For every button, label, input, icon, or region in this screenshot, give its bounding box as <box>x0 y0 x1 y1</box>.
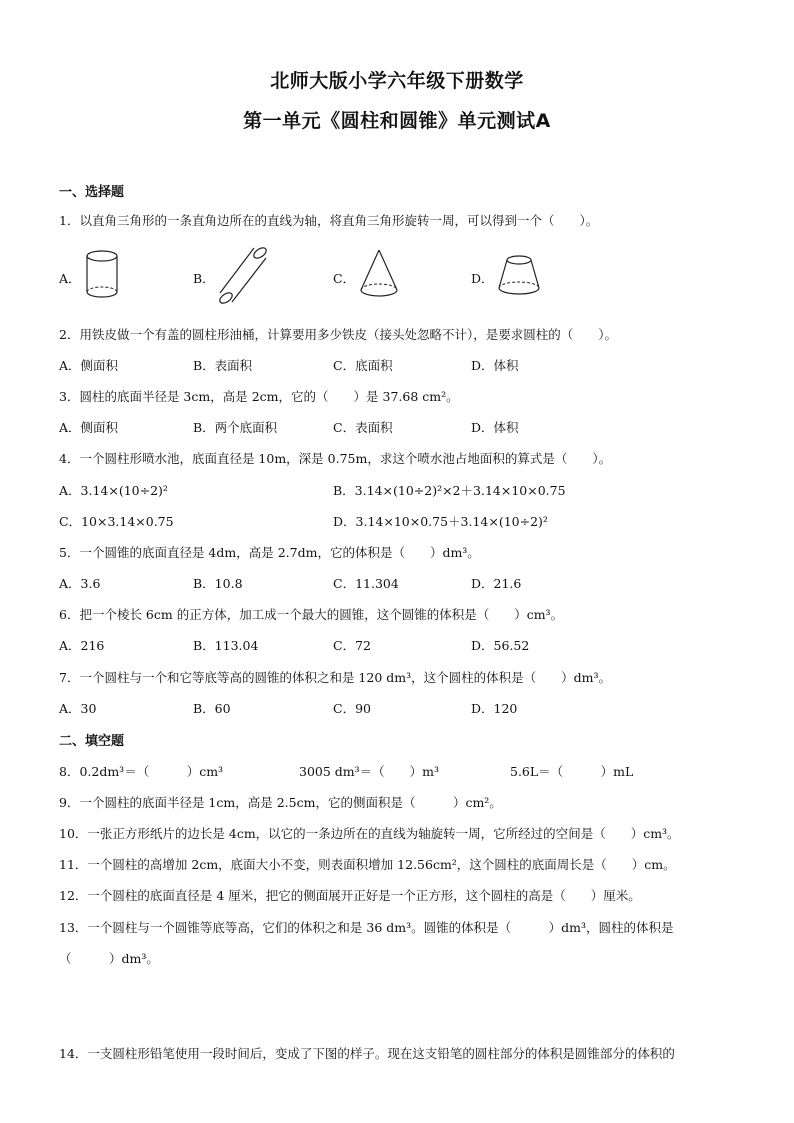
q2-option-d: D．体积 <box>471 358 519 373</box>
q3-option-d: D．体积 <box>471 420 519 435</box>
q5-option-a: A．3.6 <box>59 576 101 591</box>
q2-option-c: C．底面积 <box>333 358 393 373</box>
question-13-line-2: （ ）dm³。 <box>59 951 159 966</box>
q2-option-b: B．表面积 <box>193 358 253 373</box>
question-7: 7．一个圆柱与一个和它等底等高的圆锥的体积之和是 120 dm³，这个圆柱的体积是（ ）dm³。 <box>59 670 611 685</box>
q7-option-d: D．120 <box>471 701 518 716</box>
question-14: 14．一支圆柱形铅笔使用一段时间后，变成了下图的样子。现在这支铅笔的圆柱部分的体积是圆锥部分的体积的 <box>59 1046 675 1061</box>
q3-option-b: B．两个底面积 <box>193 420 278 435</box>
q3-option-a: A．侧面积 <box>59 420 119 435</box>
page-title: 北师大版小学六年级下册数学 <box>270 70 524 92</box>
q1-option-a-label: A． <box>59 271 81 286</box>
q4-option-b: B．3.14×(10÷2)²×2＋3.14×10×0.75 <box>333 483 566 498</box>
q5-option-d: D．21.6 <box>471 576 522 591</box>
q1-option-d-label: D． <box>471 271 494 286</box>
q5-option-c: C．11.304 <box>333 576 399 591</box>
question-3: 3．圆柱的底面半径是 3cm，高是 2cm，它的（ ）是 37.68 cm²。 <box>59 389 459 404</box>
q7-option-a: A．30 <box>59 701 97 716</box>
q6-option-c: C．72 <box>333 638 371 653</box>
question-11: 11．一个圆柱的高增加 2cm，底面大小不变，则表面积增加 12.56cm²，这个圆柱的底面周长是（ ）cm。 <box>59 857 676 872</box>
question-1: 1．以直角三角形的一条直角边所在的直线为轴，将直角三角形旋转一周，可以得到一个（ ）。 <box>59 213 599 228</box>
question-2: 2．用铁皮做一个有盖的圆柱形油桶，计算要用多少铁皮（接头处忽略不计），是要求圆柱的（ ）。 <box>59 327 617 342</box>
q4-option-a: A．3.14×(10÷2)² <box>59 483 168 498</box>
question-12: 12．一个圆柱的底面直径是 4 厘米，把它的侧面展开正好是一个正方形，这个圆柱的高是（ ）厘米。 <box>59 888 641 903</box>
q1-option-c-label: C． <box>333 271 356 286</box>
section-fill-heading: 二、填空题 <box>59 734 125 749</box>
q4-option-d: D．3.14×10×0.75＋3.14×(10÷2)² <box>333 514 548 529</box>
section-choice-heading: 一、选择题 <box>59 185 125 200</box>
q6-option-d: D．56.52 <box>471 638 530 653</box>
q7-option-b: B．60 <box>193 701 231 716</box>
question-4: 4．一个圆柱形喷水池，底面直径是 10m，深是 0.75m，求这个喷水池占地面积的算式是（ ）。 <box>59 451 612 466</box>
question-5: 5．一个圆锥的底面直径是 4dm，高是 2.7dm，它的体积是（ ）dm³。 <box>59 545 480 560</box>
cone-icon <box>356 246 402 304</box>
question-6: 6．把一个棱长 6cm 的正方体，加工成一个最大的圆锥，这个圆锥的体积是（ ）cm³。 <box>59 607 564 622</box>
question-9: 9．一个圆柱的底面半径是 1cm，高是 2.5cm，它的侧面积是（ ）cm²。 <box>59 795 502 810</box>
question-8-part-3: 5.6L＝（ ）mL <box>510 764 634 779</box>
q7-option-c: C．90 <box>333 701 371 716</box>
question-8-part-2: 3005 dm³＝（ ）m³ <box>299 764 440 779</box>
q3-option-c: C．表面积 <box>333 420 393 435</box>
question-13-line-1: 13．一个圆柱与一个圆锥等底等高，它们的体积之和是 36 dm³。圆锥的体积是（ ）dm³，圆柱的体积是 <box>59 920 674 935</box>
q1-option-b-label: B． <box>193 271 215 286</box>
q6-option-a: A．216 <box>59 638 105 653</box>
q2-option-a: A．侧面积 <box>59 358 119 373</box>
frustum-icon <box>494 252 544 302</box>
q6-option-b: B．113.04 <box>193 638 259 653</box>
question-8-part-1: 8．0.2dm³＝（ ）cm³ <box>59 764 224 779</box>
q4-option-c: C．10×3.14×0.75 <box>59 514 174 529</box>
page-subtitle: 第一单元《圆柱和圆锥》单元测试A <box>243 110 551 132</box>
question-10: 10．一张正方形纸片的边长是 4cm，以它的一条边所在的直线为轴旋转一周，它所经过的空间是（ ）cm³。 <box>59 826 680 841</box>
q5-option-b: B．10.8 <box>193 576 243 591</box>
cylinder-icon <box>80 246 124 304</box>
tilted-cylinder-icon <box>214 243 272 307</box>
